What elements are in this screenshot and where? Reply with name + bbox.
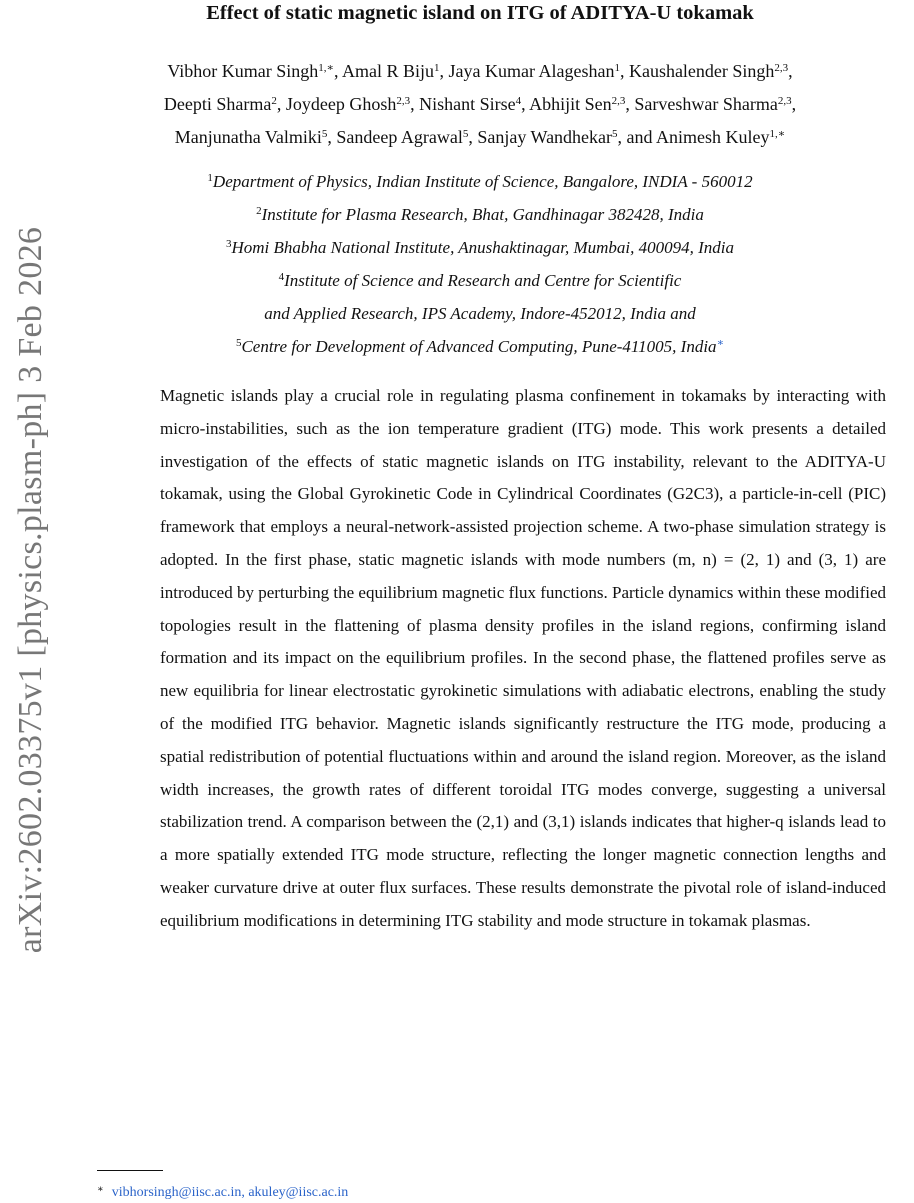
arxiv-identifier[interactable]: arXiv:2602.03375v1 [physics.plasm-ph] 3 Feb 2026 <box>12 226 49 954</box>
paper-title: Effect of static magnetic island on ITG of ADITYA-U tokamak <box>206 2 754 24</box>
author-name: Vibhor Kumar Singh$^{1,∗}$, <box>167 61 342 81</box>
affiliation: $^3$Homi Bhabha National Institute, Anushaktinagar, Mumbai, 400094, India <box>225 238 735 257</box>
affiliation: $^4$Institute of Science and Research and Centre for Scientific <box>278 271 682 290</box>
affiliation-list <box>100 165 860 363</box>
author-name: Kaushalender Singh$^{2,3}$, <box>628 61 793 81</box>
author-name: Sandeep Agrawal$^5$, <box>336 127 478 147</box>
affiliation: $^5$Centre for Development of Advanced Computing, Pune-411005, India∗ <box>235 337 725 356</box>
author-name: Deepti Sharma$^2$, <box>163 94 286 114</box>
author-list <box>100 55 860 154</box>
affiliation: $^2$Institute for Plasma Research, Bhat, Gandhinagar 382428, India <box>256 205 704 224</box>
author-name: Manjunatha Valmiki$^5$, <box>174 127 337 147</box>
author-name: Animesh Kuley$^{1,∗}$ <box>656 127 786 147</box>
author-name: Nishant Sirse$^4$, <box>419 94 530 114</box>
affiliation: and Applied Research, IPS Academy, Indore-452012, India and <box>264 304 696 323</box>
email-links[interactable]: vibhorsingh@iisc.ac.in, akuley@iisc.ac.in <box>111 1185 349 1200</box>
author-name: Abhijit Sen$^{2,3}$, <box>529 94 635 114</box>
arxiv-sidebar <box>0 0 62 1200</box>
affiliation: $^1$Department of Physics, Indian Institute of Science, Bangalore, INDIA - 560012 <box>207 172 753 191</box>
footnote-mark: ∗ <box>97 1184 104 1195</box>
author-name: Sanjay Wandhekar$^5$, and <box>477 127 657 147</box>
footnote-divider <box>97 1170 163 1171</box>
author-name: Joydeep Ghosh$^{2,3}$, <box>285 94 420 114</box>
author-name: Amal R Biju$^1$, <box>341 61 449 81</box>
author-name: Jaya Kumar Alageshan$^1$, <box>448 61 629 81</box>
abstract: Magnetic islands play a crucial role in regulating plasma confinement in tokamaks by interacting with micro-instabilities, such as the ion temperature gradient (ITG) mode. This work presents a detailed investigation of the effects of static magnetic islands on ITG instability, relevant to the ADITYA-U tokamak, using the Global Gyrokinetic Code in Cylindrical Coordinates (G2C3), a particle-in-cell (PIC) framework that employs a neural-network-assisted projection scheme. A two-phase simulation strategy is adopted. In the first phase, static magnetic islands with mode numbers (m, n) = (2, 1) and (3, 1) are introduced by perturbing the equilibrium magnetic flux functions. Particle dynamics within these modified topologies result in the flattening of plasma density profiles in the island regions, confirming island formation and its impact on the equilibrium profiles. In the second phase, the flattened profiles serve as new equilibria for linear electrostatic gyrokinetic simulations with adiabatic electrons, enabling the study of the modified ITG behavior. Magnetic islands significantly restructure the ITG mode, producing a spatial redistribution of potential fluctuations within and around the island region. Moreover, as the island width increases, the growth rates of different toroidal ITG modes converge, suggesting a universal stabilization trend. A comparison between the (2,1) and (3,1) islands indicates that higher-q islands lead to a more spatially extended ITG mode structure, reflecting the longer magnetic connection lengths and weaker curvature drive at outer flux surfaces. These results demonstrate the pivotal role of island-induced equilibrium modifications in determining ITG stability and mode structure in tokamak plasmas. <box>160 386 886 930</box>
author-name: Sarveshwar Sharma$^{2,3}$, <box>634 94 797 114</box>
footnote-link[interactable]: ∗ <box>716 337 725 349</box>
